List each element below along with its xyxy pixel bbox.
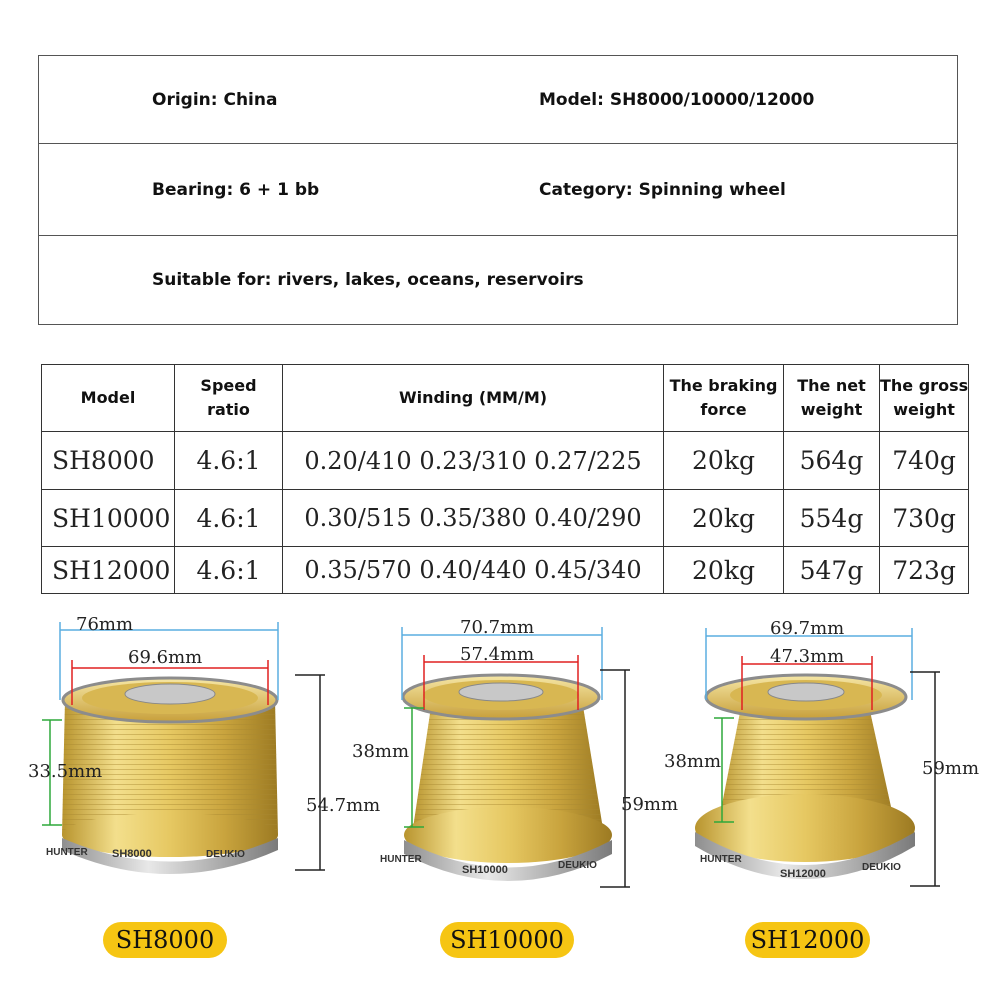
model-pill-sh10000: SH10000 <box>440 922 574 958</box>
table-row <box>42 490 969 547</box>
header-net-weight: The net weight <box>784 365 880 432</box>
table-header-row <box>42 365 969 432</box>
outer-dim-label: 69.7mm <box>770 618 845 639</box>
header-gross-weight: The gross weight <box>880 365 969 432</box>
right-height-label: 54.7mm <box>306 795 381 816</box>
spool-hub <box>768 683 844 701</box>
cell-speed: 4.6:1 <box>175 547 283 594</box>
category-text: Category: Spinning wheel <box>539 179 786 200</box>
cell-net: 564g <box>784 432 880 490</box>
header-model: Model <box>42 365 175 432</box>
suitable-text: Suitable for: rivers, lakes, oceans, reservoirs <box>152 270 584 290</box>
inner-dim-label: 57.4mm <box>460 644 535 665</box>
cell-model: SH12000 <box>42 547 175 594</box>
cell-winding: 0.30/515 0.35/380 0.40/290 <box>283 490 664 547</box>
right-height-label: 59mm <box>621 794 679 815</box>
cell-gross: 730g <box>880 490 969 547</box>
left-height-label: 33.5mm <box>28 761 103 782</box>
model-pill-sh8000: SH8000 <box>103 922 227 958</box>
outer-dim-label: 76mm <box>76 614 134 635</box>
header-braking-force: The braking force <box>664 365 784 432</box>
header-winding: Winding (MM/M) <box>283 365 664 432</box>
cell-winding: 0.20/410 0.23/310 0.27/225 <box>283 432 664 490</box>
info-row-suitable <box>39 236 957 324</box>
band-maker-text: DEUKIO <box>206 849 245 860</box>
inner-dim-label: 69.6mm <box>128 647 203 668</box>
product-info-box <box>38 55 958 325</box>
inner-dim-label: 47.3mm <box>770 646 845 667</box>
cell-model: SH8000 <box>42 432 175 490</box>
table-row <box>42 547 969 594</box>
origin-text: Origin: China <box>152 89 278 110</box>
cell-speed: 4.6:1 <box>175 490 283 547</box>
info-row-bearing-category <box>39 144 957 236</box>
band-brand-text: HUNTER <box>380 854 422 865</box>
band-model-text: SH8000 <box>112 848 152 860</box>
cell-gross: 740g <box>880 432 969 490</box>
left-height-label: 38mm <box>352 741 410 762</box>
spool-hub <box>459 683 543 701</box>
spec-table <box>41 364 969 594</box>
band-maker-text: DEUKIO <box>558 860 597 871</box>
model-text: Model: SH8000/10000/12000 <box>539 89 815 110</box>
cell-braking: 20kg <box>664 432 784 490</box>
table-row <box>42 432 969 490</box>
spool-sh10000 <box>352 617 678 887</box>
spool-diagram <box>0 600 1000 930</box>
band-brand-text: HUNTER <box>46 847 88 858</box>
cell-braking: 20kg <box>664 547 784 594</box>
band-maker-text: DEUKIO <box>862 862 901 873</box>
cell-speed: 4.6:1 <box>175 432 283 490</box>
right-height-label: 59mm <box>922 758 980 779</box>
cell-braking: 20kg <box>664 490 784 547</box>
outer-dim-label: 70.7mm <box>460 617 535 638</box>
spool-sh12000 <box>664 618 979 886</box>
cell-gross: 723g <box>880 547 969 594</box>
band-brand-text: HUNTER <box>700 854 742 865</box>
header-speed-ratio: Speed ratio <box>175 365 283 432</box>
cell-net: 547g <box>784 547 880 594</box>
spool-hub <box>125 684 215 704</box>
info-row-origin-model <box>39 56 957 144</box>
band-model-text: SH10000 <box>462 864 508 876</box>
band-model-text: SH12000 <box>780 868 826 880</box>
left-height-label: 38mm <box>664 751 722 772</box>
cell-net: 554g <box>784 490 880 547</box>
model-pill-sh12000: SH12000 <box>745 922 870 958</box>
spool-illustrations <box>0 600 1000 1000</box>
bearing-text: Bearing: 6 + 1 bb <box>152 179 320 200</box>
cell-winding: 0.35/570 0.40/440 0.45/340 <box>283 547 664 594</box>
cell-model: SH10000 <box>42 490 175 547</box>
spool-sh8000 <box>28 614 380 874</box>
